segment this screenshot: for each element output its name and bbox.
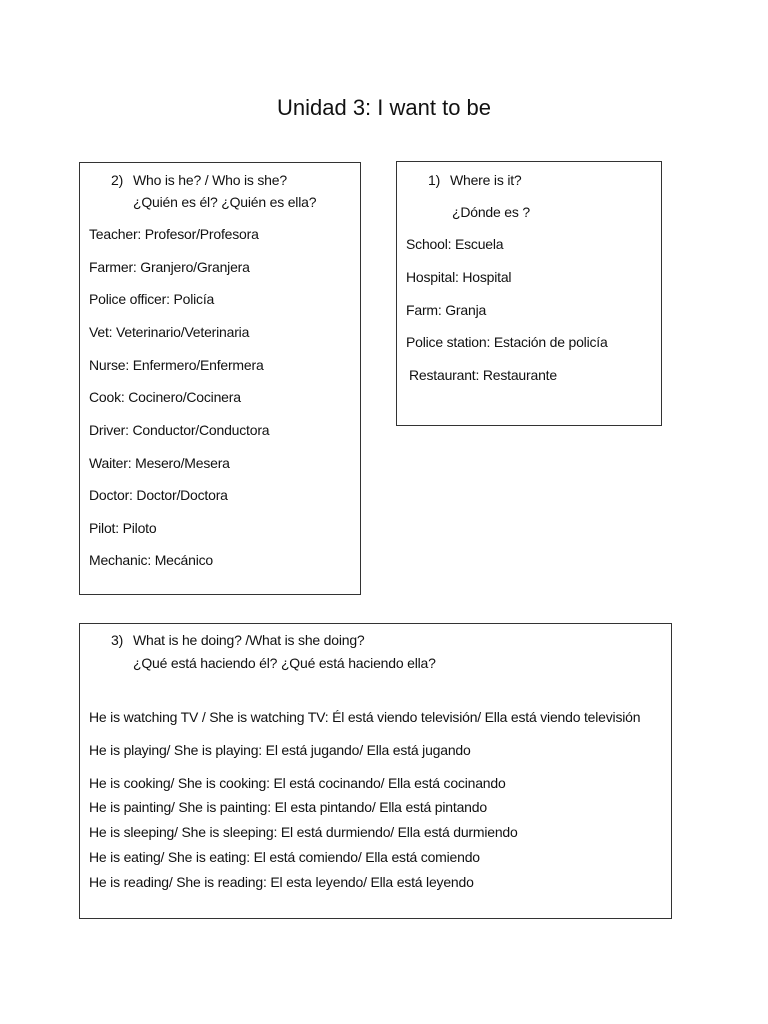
place-item: Farm: Granja	[406, 302, 487, 318]
phrase-item: He is watching TV / She is watching TV: Él está viendo televisión/ Ella está viendo televisión	[89, 709, 641, 725]
place-item: School: Escuela	[406, 236, 504, 252]
doing-question-es: ¿Qué está haciendo él? ¿Qué está haciendo ella?	[133, 655, 436, 671]
place-item: Police station: Estación de policía	[406, 334, 608, 350]
vocab-item: Pilot: Piloto	[89, 520, 157, 536]
vocab-item: Police officer: Policía	[89, 291, 215, 307]
vocab-item: Farmer: Granjero/Granjera	[89, 259, 250, 275]
vocab-item: Vet: Veterinario/Veterinaria	[89, 324, 250, 340]
where-question-es: ¿Dónde es ?	[452, 204, 530, 220]
who-section-number: 2)	[111, 172, 124, 188]
vocab-item: Nurse: Enfermero/Enfermera	[89, 357, 264, 373]
place-item: Restaurant: Restaurante	[409, 367, 557, 383]
phrase-item: He is eating/ She is eating: El está comiendo/ Ella está comiendo	[89, 849, 480, 865]
where-question-en	[428, 171, 522, 189]
who-question-es: ¿Quién es él? ¿Quién es ella?	[133, 194, 317, 210]
vocab-item: Driver: Conductor/Conductora	[89, 422, 270, 438]
who-is-he-box	[79, 162, 361, 595]
vocab-item: Waiter: Mesero/Mesera	[89, 455, 230, 471]
vocab-item: Cook: Cocinero/Cocinera	[89, 389, 241, 405]
who-question-en	[111, 171, 287, 189]
where-question-en-text: Where is it?	[450, 172, 522, 188]
doing-question-en	[111, 631, 365, 649]
vocab-item: Teacher: Profesor/Profesora	[89, 226, 259, 242]
phrase-item: He is painting/ She is painting: El esta pintando/ Ella está pintando	[89, 799, 487, 815]
vocab-item: Doctor: Doctor/Doctora	[89, 487, 228, 503]
place-item: Hospital: Hospital	[406, 269, 512, 285]
who-question-en-text: Who is he? / Who is she?	[133, 172, 287, 188]
page-title: Unidad 3: I want to be	[276, 95, 492, 120]
phrase-item: He is playing/ She is playing: El está jugando/ Ella está jugando	[89, 742, 471, 758]
phrase-item: He is cooking/ She is cooking: El está cocinando/ Ella está cocinando	[89, 775, 506, 791]
doing-question-en-text: What is he doing? /What is she doing?	[133, 632, 365, 648]
where-section-number: 1)	[428, 172, 441, 188]
phrase-item: He is reading/ She is reading: El esta leyendo/ Ella está leyendo	[89, 874, 474, 890]
what-is-he-doing-box	[79, 623, 672, 919]
vocab-item: Mechanic: Mecánico	[89, 552, 214, 568]
where-is-it-box	[396, 161, 662, 426]
phrase-item: He is sleeping/ She is sleeping: El está durmiendo/ Ella está durmiendo	[89, 824, 518, 840]
doing-section-number: 3)	[111, 632, 124, 648]
